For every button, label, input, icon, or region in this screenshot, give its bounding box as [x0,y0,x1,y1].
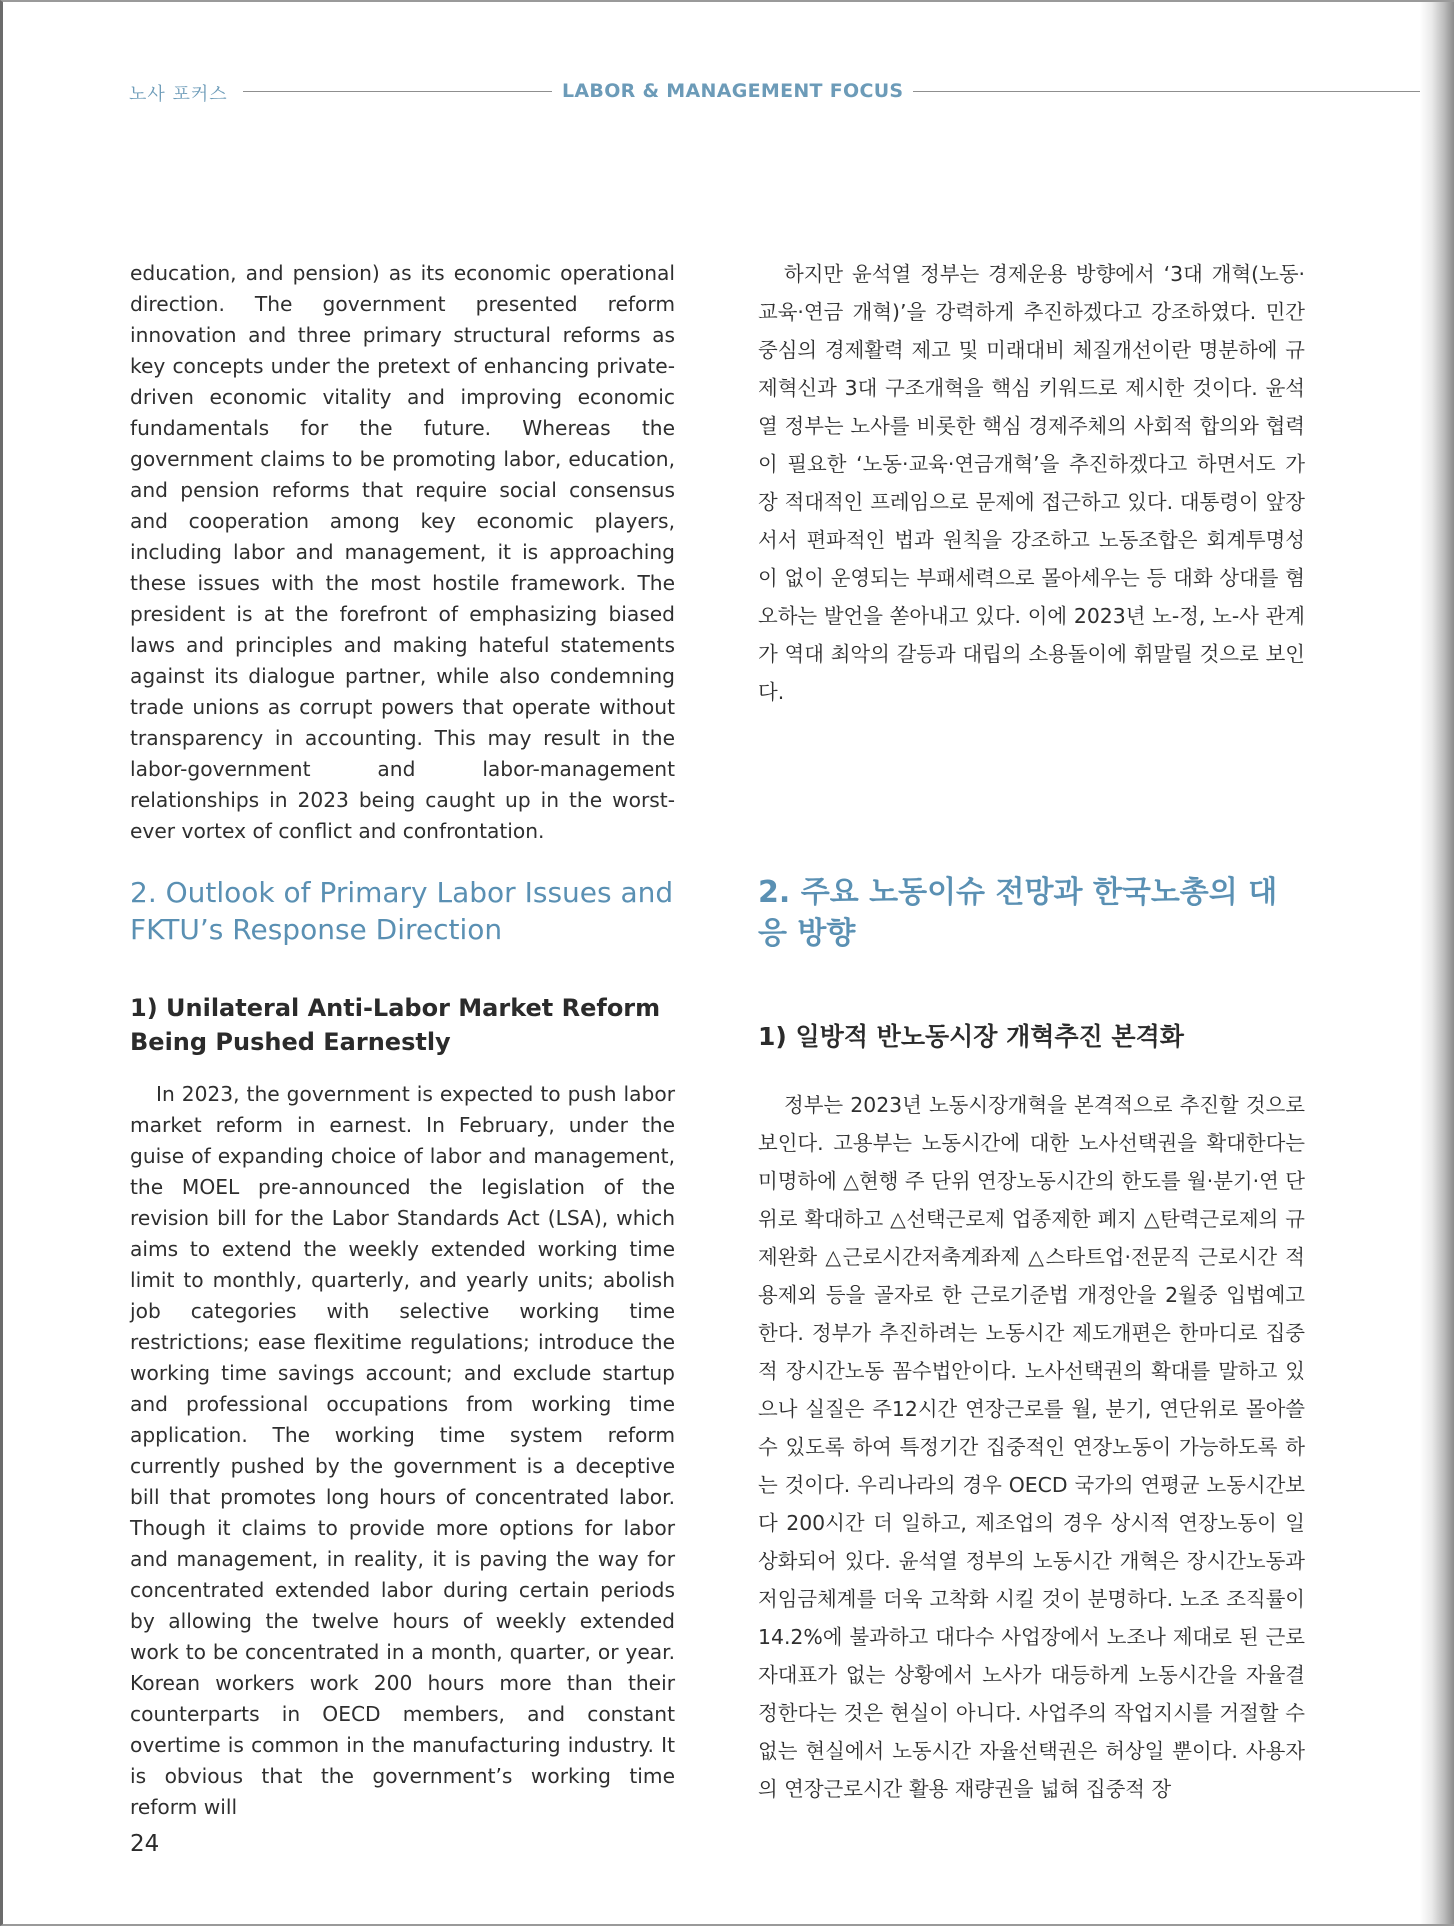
page-edge-shadow [1420,2,1454,1924]
body-paragraph-en: In 2023, the government is expected to push labor market reform in earnest. In February, under the guise of expanding choice of labor and management, the MOEL pre-announced the legislation of the revision bill for the Labor Standards Act (LSA), which aims to extend the weekly extended working time limit to monthly, quarterly, and yearly units; abolish job categories with selective working time restrictions; ease flexitime regulations; introduce the working time savings account; and exclude startup and professional occupations from working time application. The working time system reform currently pushed by the government is a deceptive bill that promotes long hours of concentrated labor. Though it claims to provide more options for labor and management, in reality, it is paving the way for concentrated extended labor during certain periods by allowing the twelve hours of weekly extended work to be concentrated in a month, quarter, or year. Korean workers work 200 hours more than their counterparts in OECD members, and constant overtime is common in the manufacturing industry. It is obvious that the government’s working time reform will [130,1082,675,1819]
subsection-heading-en: 1) Unilateral Anti-Labor Market Reform Being Pushed Earnestly [130,994,661,1056]
page-number: 24 [130,1831,160,1857]
intro-paragraph-en: education, and pension) as its economic operational direction. The government presented reform innovation and three primary structural reforms as key concepts under the pretext of enhancing private-driven economic vitality and improving economic fundamentals for the future. Whereas the government claims to be promoting labor, education, and pension reforms that require social consensus and cooperation among key economic players, including labor and management, it is approaching these issues with the most hostile framework. The president is at the forefront of emphasizing biased laws and principles and making hateful statements against its dialogue partner, while also condemning trade unions as corrupt powers that operate without transparency in accounting. This may result in the labor-government and labor-management relationships in 2023 being caught up in the worst-ever vortex of conflict and confrontation. [130,261,675,843]
header-section-en: LABOR & MANAGEMENT FOCUS [552,80,913,102]
body-paragraph-kr: 정부는 2023년 노동시장개혁을 본격적으로 추진할 것으로 보인다. 고용부는 노동시간에 대한 노사선택권을 확대한다는 미명하에 △현행 주 단위 연장노동시간의 한도를 월·분기·연 단위로 확대하고 △선택근로제 업종제한 폐지 △탄력근로제의 규제완화 △근로시간저축계좌제 △스타트업·전문직 근로시간 적용제외 등을 골자로 한 근로기준법 개정안을 2월중 입법예고한다. 정부가 추진하려는 노동시간 제도개편은 한마디로 집중적 장시간노동 꼼수법안이다. 노사선택권의 확대를 말하고 있으나 실질은 주12시간 연장근로를 월, 분기, 연단위로 몰아쓸 수 있도록 하여 특정기간 집중적인 연장노동이 가능하도록 하는 것이다. 우리나라의 경우 OECD 국가의 연평균 노동시간보다 200시간 더 일하고, 제조업의 경우 상시적 연장노동이 일상화되어 있다. 윤석열 정부의 노동시간 개혁은 장시간노동과 저임금체계를 더욱 고착화 시킬 것이 분명하다. 노조 조직률이 14.2%에 불과하고 대다수 사업장에서 노조나 제대로 된 근로자대표가 없는 상황에서 노사가 대등하게 노동시간을 자율결정한다는 것은 현실이 아니다. 사업주의 작업지시를 거절할 수 없는 현실에서 노동시간 자율선택권은 허상일 뿐이다. 사용자의 연장근로시간 활용 재량권을 넓혀 집중적 장 [758,1093,1305,1801]
section-heading-kr: 2. 주요 노동이슈 전망과 한국노총의 대응 방향 [758,875,1278,951]
intro-paragraph-kr: 하지만 윤석열 정부는 경제운용 방향에서 ‘3대 개혁(노동·교육·연금 개혁)’을 강력하게 추진하겠다고 강조하였다. 민간 중심의 경제활력 제고 및 미래대비 체질개선이란 명분하에 규제혁신과 3대 구조개혁을 핵심 키워드로 제시한 것이다. 윤석열 정부는 노사를 비롯한 핵심 경제주체의 사회적 합의와 협력이 필요한 ‘노동·교육·연금개혁’을 추진하겠다고 하면서도 가장 적대적인 프레임으로 문제에 접근하고 있다. 대통령이 앞장서서 편파적인 법과 원칙을 강조하고 노동조합은 회계투명성이 없이 운영되는 부패세력으로 몰아세우는 등 대화 상대를 혐오하는 발언을 쏟아내고 있다. 이에 2023년 노-정, 노-사 관계가 역대 최악의 갈등과 대립의 소용돌이에 휘말릴 것으로 보인다. [758,262,1305,704]
header-rule-right [891,91,1454,92]
section-heading-en: 2. Outlook of Primary Labor Issues and FKTU’s Response Direction [130,876,674,946]
running-header [129,76,1454,106]
subsection-heading-kr: 1) 일방적 반노동시장 개혁추진 본격화 [758,1022,1184,1051]
header-section-kr: 노사 포커스 [129,84,228,105]
